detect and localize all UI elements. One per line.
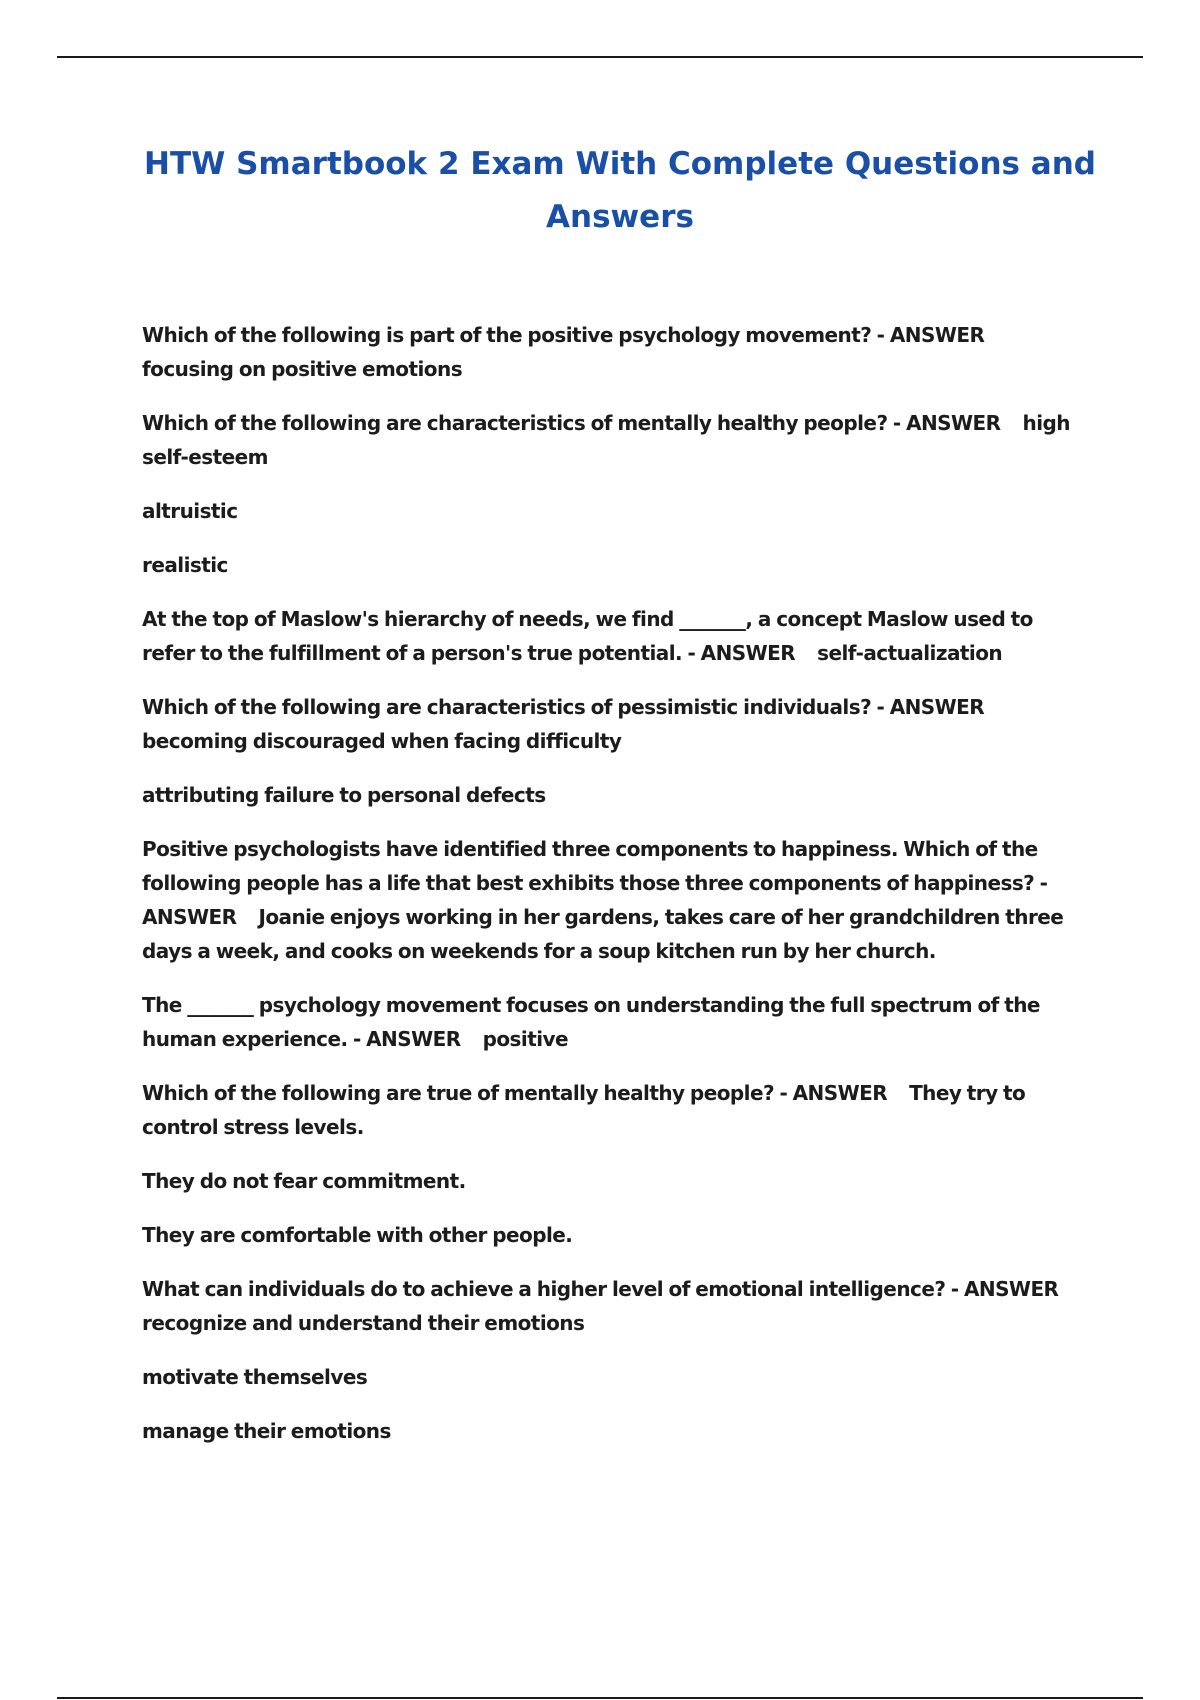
question-text: At the top of Maslow's hierarchy of needs, we find _______, a concept Maslow used to refer to the fulfillment of a person's true potential. - ANSWER bbox=[142, 607, 1033, 665]
answer-text: self-actualization bbox=[817, 641, 1003, 665]
question-text: Positive psychologists have identified three components to happiness. Which of the following people has a life that best exhibits those three components of happiness? - ANSWER bbox=[142, 837, 1048, 929]
answer-text: positive bbox=[482, 1027, 569, 1051]
bottom-rule bbox=[57, 1697, 1143, 1699]
question-text: Which of the following are true of mentally healthy people? - ANSWER bbox=[142, 1081, 888, 1105]
qa-item bbox=[142, 1272, 1090, 1340]
answer-continuation: They do not fear commitment. bbox=[142, 1169, 466, 1193]
answer-text: becoming discouraged when facing difficulty bbox=[142, 729, 622, 753]
answer-text: recognize and understand their emotions bbox=[142, 1311, 585, 1335]
answer-continuation: They are comfortable with other people. bbox=[142, 1223, 573, 1247]
question-text: Which of the following is part of the positive psychology movement? - ANSWER bbox=[142, 323, 985, 347]
answer-continuation: motivate themselves bbox=[142, 1365, 368, 1389]
qa-item bbox=[142, 988, 1090, 1056]
document-title: HTW Smartbook 2 Exam With Complete Questions and Answers bbox=[144, 146, 1096, 235]
top-rule bbox=[57, 56, 1143, 58]
qa-item bbox=[142, 1076, 1090, 1144]
qa-item bbox=[142, 406, 1090, 474]
qa-item bbox=[142, 832, 1090, 968]
answer-text: focusing on positive emotions bbox=[142, 357, 463, 381]
question-text: The _______ psychology movement focuses on understanding the full spectrum of the human experience. - ANSWER bbox=[142, 993, 1040, 1051]
qa-content bbox=[142, 318, 1090, 1468]
question-text: Which of the following are characteristics of mentally healthy people? - ANSWER bbox=[142, 411, 1001, 435]
qa-item bbox=[142, 602, 1090, 670]
qa-item bbox=[142, 690, 1090, 758]
answer-continuation: manage their emotions bbox=[142, 1419, 391, 1443]
answer-continuation: realistic bbox=[142, 553, 228, 577]
qa-item bbox=[142, 318, 1090, 386]
question-text: Which of the following are characteristics of pessimistic individuals? - ANSWER bbox=[142, 695, 985, 719]
answer-text: They try to control stress levels. bbox=[142, 1081, 1026, 1139]
answer-continuation: altruistic bbox=[142, 499, 238, 523]
answer-text: Joanie enjoys working in her gardens, takes care of her grandchildren three days a week, and cooks on weekends for a soup kitchen run by her church. bbox=[142, 905, 1064, 963]
question-text: What can individuals do to achieve a higher level of emotional intelligence? - ANSWER bbox=[142, 1277, 1059, 1301]
answer-text: high self-esteem bbox=[142, 411, 1070, 469]
answer-continuation: attributing failure to personal defects bbox=[142, 783, 546, 807]
